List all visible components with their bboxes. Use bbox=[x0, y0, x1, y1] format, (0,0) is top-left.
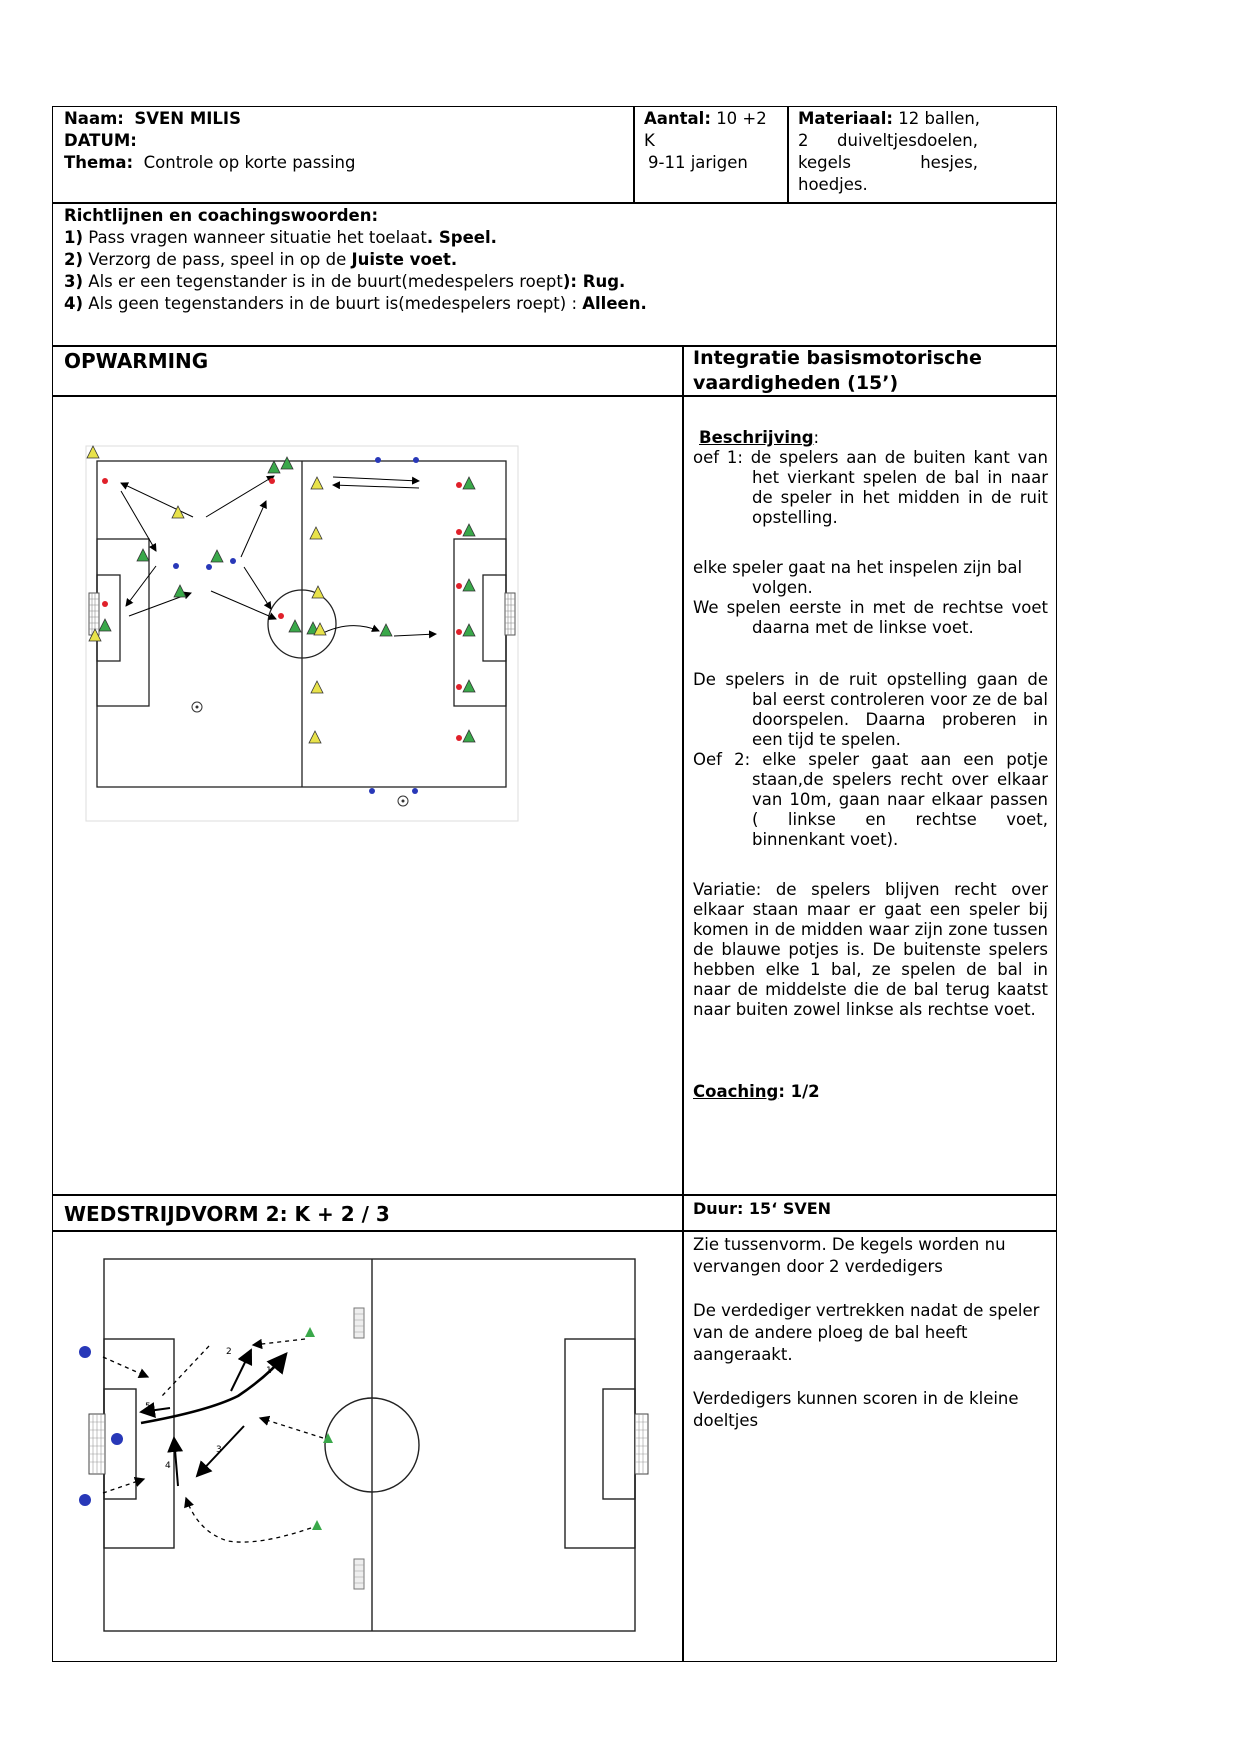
guidelines-title: Richtlijnen en coachingswoorden: bbox=[64, 206, 379, 225]
section1-paragraph-6: Variatie: de spelers blijven recht over elkaar staan maar er gaat een speler bij komen in de midden waar zijn zone tussen de blauwe potjes is. De buitenste spelers hebben elke 1 bal, ze spelen de bal in naar de middelste die de bal terug kaatst naar buiten zowel linkse als rechtse voet. bbox=[693, 880, 1048, 1019]
section2-paragraph-2b: van de andere ploeg de bal heeft bbox=[693, 1323, 968, 1342]
section2-paragraph-2c: aangeraakt. bbox=[693, 1345, 793, 1364]
yellow-cone-icon bbox=[311, 681, 323, 693]
green-cone-icon bbox=[281, 457, 293, 469]
green-cone-icon bbox=[463, 477, 475, 489]
warmup-diagram bbox=[81, 441, 521, 836]
aantal-age: 9-11 jarigen bbox=[648, 153, 748, 172]
blue-marker-icon bbox=[412, 788, 418, 794]
blue-marker-icon bbox=[173, 563, 179, 569]
section1-text-cell: Beschrijving: oef 1: de spelers aan de buiten kant van het vierkant spelen de bal in naar de speler in het midden in de ruit opstelling. elke speler gaat na het inspelen zijn bal volgen. We spelen eerste in met de rechtse voet daarna met de linkse voet. De spelers in de ruit opstelling gaan de bal eerst controleren voor ze de bal doorspelen. Daarna proberen in een tijd te spelen. Oef 2: elke speler gaat aan een potje staan,de spelers recht over elkaar van 10m, gaan naar elkaar passen ( linkse en rechtse voet, binnenkant voet). Variatie: de spelers blijven recht over elkaar staan maar er gaat een speler bij komen in de midden waar zijn zone tussen de blauwe potjes is. De buitenste spelers hebben elke 1 bal, ze spelen de bal in naar de middelste die de bal terug kaatst naar buiten zowel linkse als rechtse voet. Coaching: 1/2 bbox=[682, 395, 1057, 1196]
green-cone-icon bbox=[463, 730, 475, 742]
red-marker-icon bbox=[456, 735, 462, 741]
green-cone-icon bbox=[463, 579, 475, 591]
blue-marker-icon bbox=[369, 788, 375, 794]
naam-value: SVEN MILIS bbox=[134, 109, 241, 128]
red-marker-icon bbox=[269, 478, 275, 484]
materiaal-line4: hoedjes. bbox=[798, 175, 868, 194]
section1-paragraph-4: De spelers in de ruit opstelling gaan de bal eerst controleren voor ze de bal doorspelen. Daarna proberen in een tijd te spelen. bbox=[693, 670, 1048, 749]
guideline-item-2: 2) Verzorg de pass, speel in op de Juiste voet. bbox=[64, 250, 458, 269]
blue-marker-icon bbox=[206, 564, 212, 570]
green-cone-icon bbox=[463, 524, 475, 536]
warmup-markers bbox=[87, 446, 475, 794]
section2-paragraph-3a: Verdedigers kunnen scoren in de kleine bbox=[693, 1389, 1019, 1408]
materiaal-line3b: hesjes, bbox=[920, 153, 978, 172]
naam-label: Naam: bbox=[64, 109, 124, 128]
datum-label: DATUM: bbox=[64, 131, 137, 150]
run-label-4: 4 bbox=[165, 1461, 171, 1471]
aantal-value: 10 +2 bbox=[716, 109, 767, 128]
materiaal-label: Materiaal: bbox=[798, 109, 893, 128]
section2-duur-cell bbox=[682, 1194, 1057, 1232]
section1-paragraph-1: oef 1: de spelers aan de buiten kant van het vierkant spelen de bal in naar de speler in het midden in de ruit opstelling. bbox=[693, 448, 1048, 527]
section1-paragraph-5: Oef 2: elke speler gaat aan een potje staan,de spelers recht over elkaar van 10m, gaan naar elkaar passen ( linkse en rechtse voet, binnenkant voet). bbox=[693, 750, 1048, 849]
section1-paragraph-3: We spelen eerste in met de rechtse voet daarna met de linkse voet. bbox=[693, 598, 1048, 637]
section2-paragraph-1b: vervangen door 2 verdedigers bbox=[693, 1257, 943, 1276]
guideline-item-4: 4) Als geen tegenstanders in de buurt is(medespelers roept) : Alleen. bbox=[64, 294, 647, 313]
section2-duur: Duur: 15‘ SVEN bbox=[693, 1199, 832, 1218]
section1-diagram-cell bbox=[52, 395, 684, 1196]
red-marker-icon bbox=[278, 613, 284, 619]
green-cone-icon bbox=[380, 624, 392, 636]
section1-title: OPWARMING bbox=[64, 349, 209, 373]
header-cell-materiaal bbox=[787, 106, 1057, 204]
blue-marker-icon bbox=[230, 558, 236, 564]
section2-paragraph-1a: Zie tussenvorm. De kegels worden nu bbox=[693, 1235, 1006, 1254]
green-cone-icon bbox=[174, 585, 186, 597]
green-cone-icon bbox=[463, 624, 475, 636]
green-cone-icon bbox=[137, 549, 149, 561]
green-player bbox=[305, 1327, 315, 1337]
blue-player bbox=[79, 1346, 91, 1358]
run-label-2: 2 bbox=[226, 1347, 232, 1357]
materiaal-line2a: 2 bbox=[798, 131, 809, 150]
green-player bbox=[312, 1520, 322, 1530]
section1-right-title-2: vaardigheden (15’) bbox=[693, 372, 899, 394]
green-cone-icon bbox=[289, 620, 301, 632]
blue-marker-icon bbox=[375, 457, 381, 463]
guidelines-cell bbox=[52, 202, 1057, 347]
section2-title: WEDSTRIJDVORM 2: K + 2 / 3 bbox=[64, 1202, 390, 1226]
run-label-1: 1 bbox=[266, 1366, 272, 1376]
yellow-cone-icon bbox=[309, 731, 321, 743]
green-cone-icon bbox=[463, 680, 475, 692]
blue-player bbox=[79, 1494, 91, 1506]
red-marker-icon bbox=[102, 478, 108, 484]
green-cone-icon bbox=[99, 619, 111, 631]
yellow-cone-icon bbox=[311, 477, 323, 489]
yellow-cone-icon bbox=[87, 446, 99, 458]
green-cone-icon bbox=[268, 461, 280, 473]
section2-text-cell bbox=[682, 1230, 1057, 1662]
thema-value: Controle op korte passing bbox=[143, 153, 356, 172]
red-marker-icon bbox=[456, 629, 462, 635]
beschrijving-label: Beschrijving bbox=[699, 428, 814, 447]
section1-title-cell bbox=[52, 345, 684, 397]
red-marker-icon bbox=[456, 684, 462, 690]
run-label-3: 3 bbox=[216, 1445, 222, 1455]
match-diagram bbox=[68, 1236, 668, 1656]
aantal-value-k: K bbox=[644, 131, 655, 150]
coaching-value: : 1/2 bbox=[778, 1082, 820, 1101]
materiaal-line1: 12 ballen, bbox=[898, 109, 981, 128]
blue-marker-icon bbox=[413, 457, 419, 463]
green-player bbox=[323, 1433, 333, 1443]
green-cone-icon bbox=[211, 550, 223, 562]
guideline-item-1: 1) Pass vragen wanneer situatie het toelaat. Speel. bbox=[64, 228, 497, 247]
yellow-cone-icon bbox=[310, 527, 322, 539]
thema-label: Thema: bbox=[64, 153, 134, 172]
materiaal-line3a: kegels bbox=[798, 153, 851, 172]
guideline-item-3: 3) Als er een tegenstander is in de buurt(medespelers roept): Rug. bbox=[64, 272, 626, 291]
section1-right-title-cell bbox=[682, 345, 1057, 397]
header-cell-name bbox=[52, 106, 635, 204]
blue-player bbox=[111, 1433, 123, 1445]
section2-paragraph-2a: De verdediger vertrekken nadat de speler bbox=[693, 1301, 1040, 1320]
section2-title-cell bbox=[52, 1194, 684, 1232]
section1-right-title-1: Integratie basismotorische bbox=[693, 347, 982, 369]
red-marker-icon bbox=[456, 529, 462, 535]
section2-paragraph-3b: doeltjes bbox=[693, 1411, 759, 1430]
section2-diagram-cell bbox=[52, 1230, 684, 1662]
run-label-5: 5 bbox=[145, 1402, 151, 1412]
red-marker-icon bbox=[102, 601, 108, 607]
section1-paragraph-2: elke speler gaat na het inspelen zijn bal volgen. bbox=[693, 558, 1023, 597]
materiaal-line2b: duiveltjesdoelen, bbox=[837, 131, 978, 150]
aantal-label: Aantal: bbox=[644, 109, 711, 128]
coaching-label: Coaching bbox=[693, 1082, 779, 1101]
red-marker-icon bbox=[456, 482, 462, 488]
red-marker-icon bbox=[456, 583, 462, 589]
header-cell-aantal bbox=[633, 106, 789, 204]
